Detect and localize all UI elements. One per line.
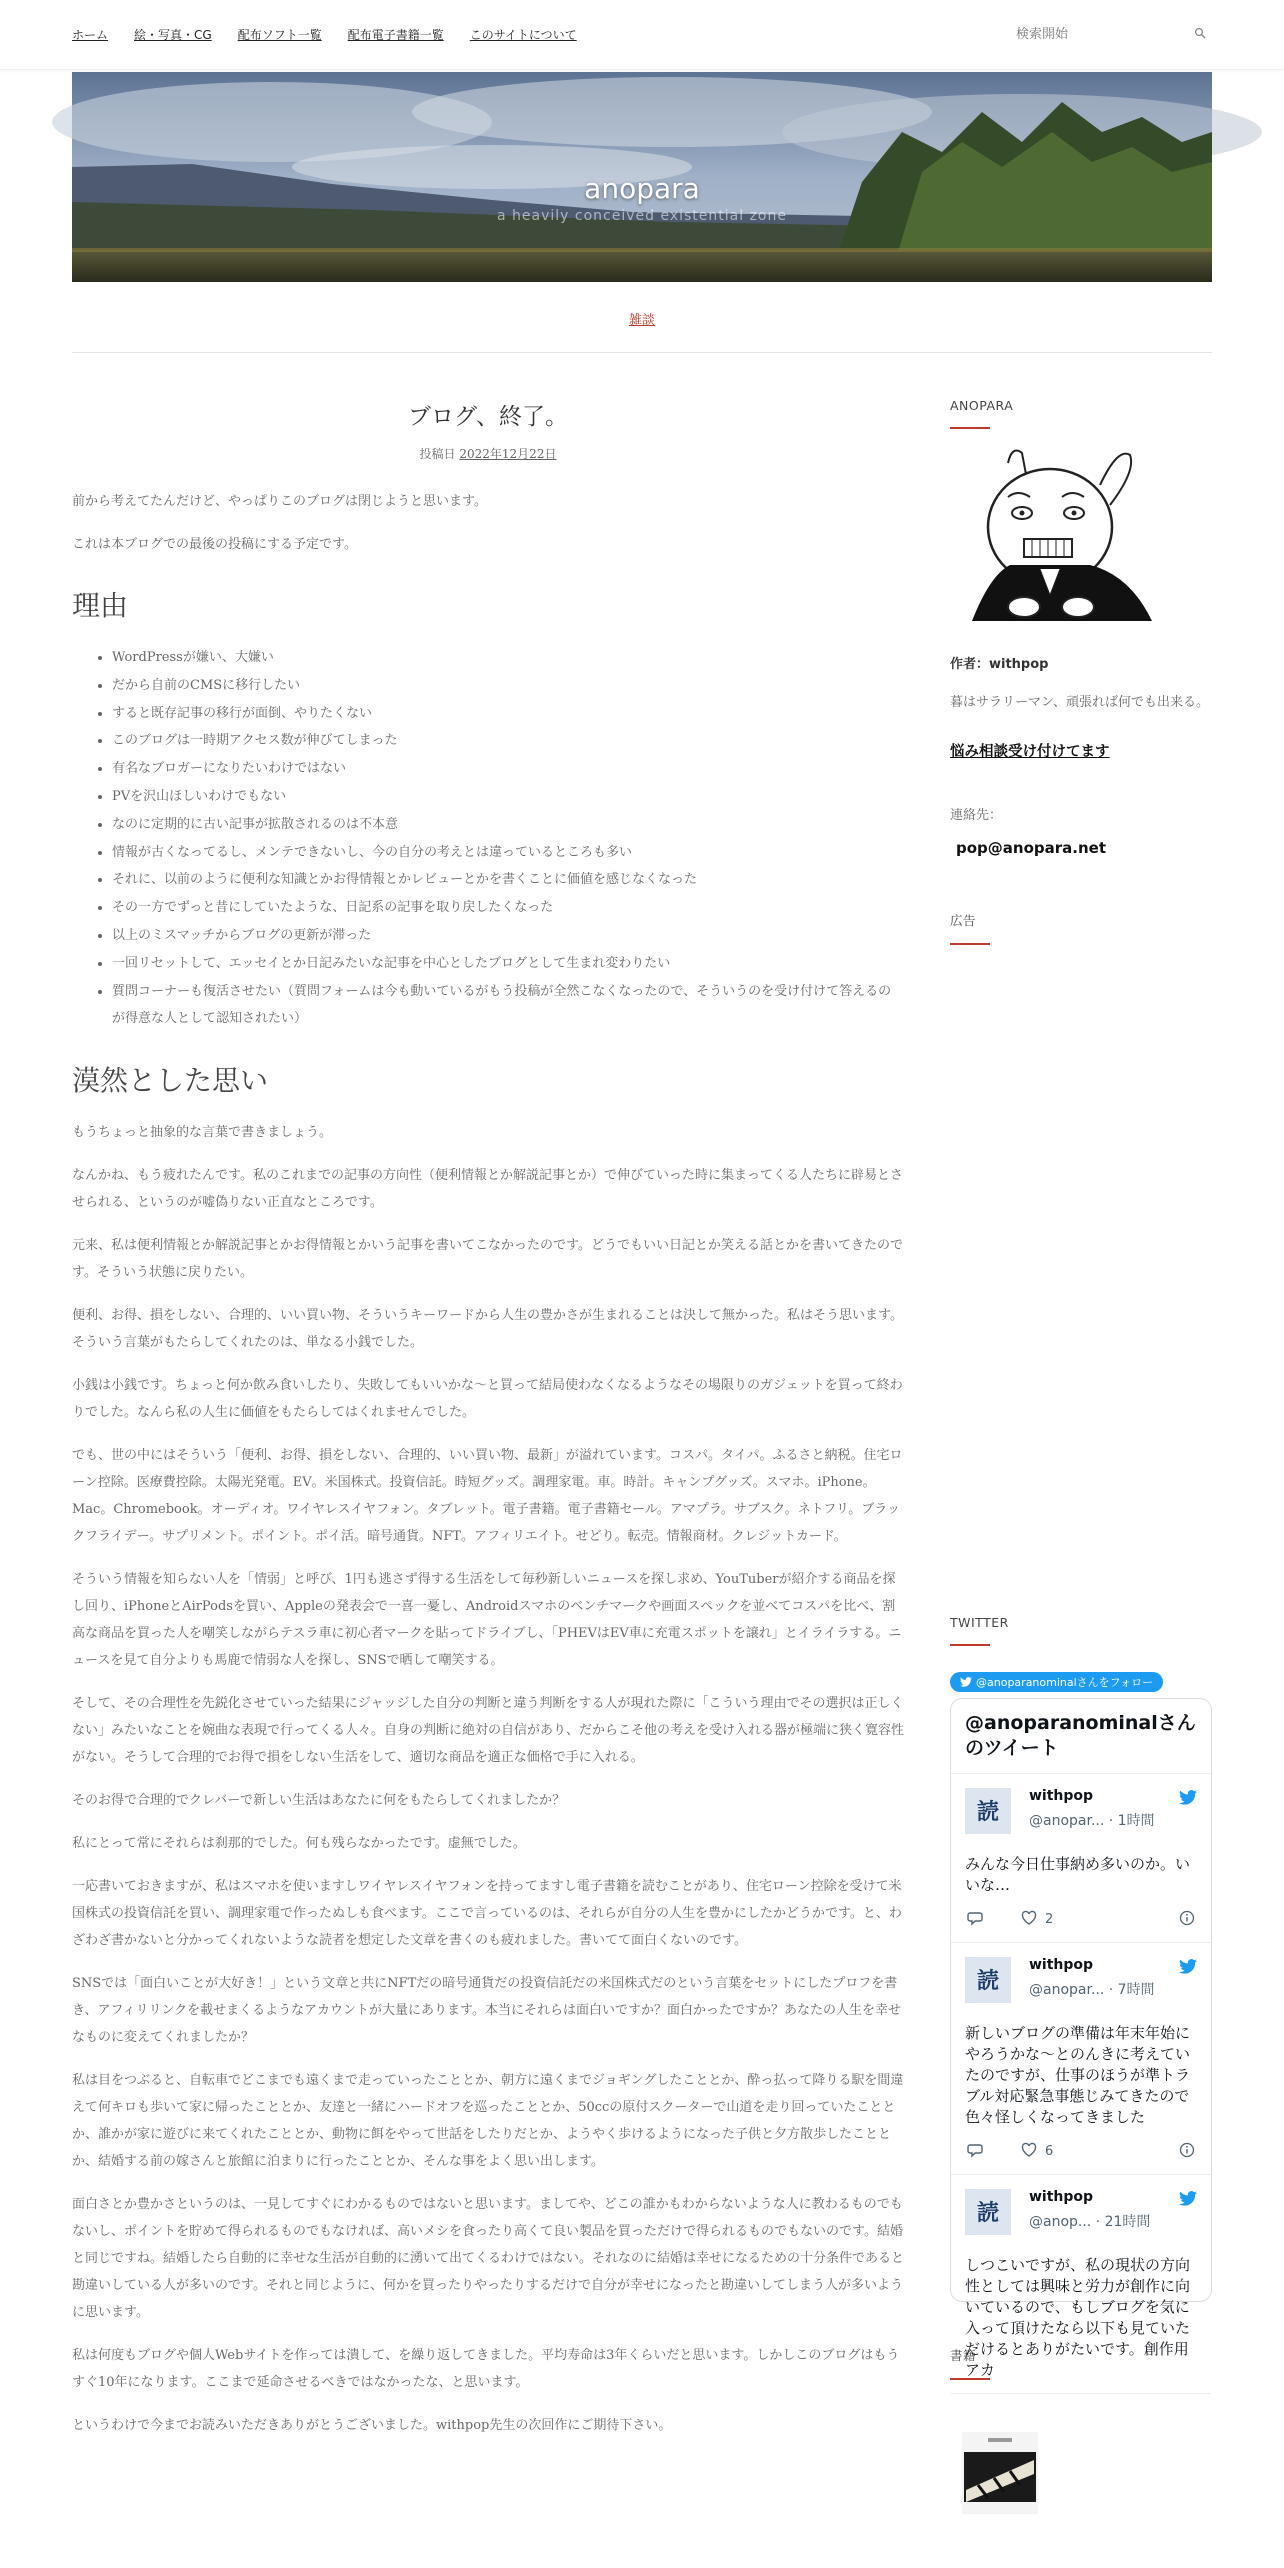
post-meta (72, 445, 904, 462)
paragraph: なんかね、もう疲れたんです。私のこれまでの記事の方向性（便利情報とか解説記事とか）で伸びていった時に集まってくる人たちに辟易とさせられる、というのが嘘偽りない正直なところです。 (72, 1168, 903, 1211)
post-article (72, 398, 904, 2455)
nav-home[interactable]: ホーム (72, 28, 109, 42)
paragraph: 前から考えてたんだけど、やっぱりこのブログは閉じようと思います。 (72, 494, 487, 509)
like-icon[interactable] (1021, 2142, 1037, 2158)
twitter-bird-icon (1179, 2191, 1197, 2206)
list-item: • PVを沢山ほしいわけでもない (112, 783, 904, 811)
widget-title-rule (950, 943, 990, 945)
svg-text:読: 読 (976, 2200, 1000, 2226)
header-banner (72, 72, 1212, 282)
author-bio: 暮はサラリーマン、頑張れば何でも出来る。 (950, 695, 1209, 710)
tweet-author[interactable]: withpop (1029, 2189, 1094, 2205)
sidebar (950, 398, 1212, 2520)
list-item: • 以上のミスマッチからブログの更新が滞った (112, 922, 904, 950)
contact-label: 連絡先： (950, 808, 1003, 823)
tweet-text: みんな今日仕事納め多いのか。いいな… (965, 1855, 1191, 1894)
list-item: • 一回リセットして、エッセイとか日記みたいな記事を中心としたブログとして生まれ変わりたい (112, 950, 904, 978)
avatar[interactable] (965, 1788, 1011, 1834)
tweet[interactable] (951, 2175, 1211, 2394)
nav-ebooks[interactable]: 配布電子書籍一覧 (347, 28, 444, 42)
like-count: 2 (1045, 1912, 1054, 1927)
nav-software[interactable]: 配布ソフト一覧 (237, 28, 322, 42)
list-item: • すると既存記事の移行が面倒、やりたくない (112, 700, 904, 728)
category-link[interactable]: 雑談 (628, 313, 655, 328)
paragraph: でも、世の中にはそういう「便利、お得、損をしない、合理的、いい買い物、最新」が溢れています。コスパ。タイパ。ふるさと納税。住宅ローン控除。医療費控除。太陽光発電。EV。米国株式。投資信託。時短グッズ。調理家電。車。時計。キャンプグッズ。スマホ。iPhone。Mac。Chromebook。オーディオ。ワイヤレスイヤフォン。タブレット。電子書籍。電子書籍セール。アマプラ。サブスク。ネトフリ。ブラックフライデー。サプリメント。ポイント。ポイ活。暗号通貨。NFT。アフィリエイト。せどり。転売。情報商材。クレジットカード。 (72, 1448, 903, 1545)
timeline-heading: @anoparanominalさんのツイート (951, 1699, 1211, 1774)
paragraph: 私は何度もブログや個人Webサイトを作っては潰して、を繰り返してきました。平均寿命は3年くらいだと思います。しかしこのブログはもうすぐ10年になります。ここまで延命させるべきではなかったな、と思います。 (72, 2348, 900, 2391)
widget-anopara (950, 398, 1212, 857)
site-tagline: a heavily conceived existential zone (497, 208, 787, 224)
consultation-link[interactable]: 悩み相談受け付けてます (950, 744, 1110, 760)
list-item: • 情報が古くなってるし、メンテできないし、今の自分の考えとは違っているところも多い (112, 839, 904, 867)
tweet-actions (965, 2142, 1197, 2162)
paragraph: 小銭は小銭です。ちょっと何か飲み食いしたり、失敗してもいいかな〜と買って結局使わなくなるようなその場限りのガジェットを買って終わりでした。なんら私の人生に価値をもたらしてはくれませんでした。 (72, 1378, 903, 1421)
follow-button-label: @anoparanominalさんをフォロー (976, 1676, 1154, 1689)
paragraph: そういう情報を知らない人を「情弱」と呼び、1円も逃さず得する生活をして毎秒新しいニュースを探し求め、YouTuberが紹介する商品を探し回り、iPhoneとAirPodsを買い、Appleの発表会で一喜一憂し、Androidスマホのベンチマークや画面スペックを並べてコスパを比べ、割高な商品を買った人を嘲笑しながらテスラ車に初心者マークを貼ってドライブし、「PHEVはEV車に充電スポットを譲れ」とイライラする。ニュースを見て自分よりも馬鹿で情弱な人を探し、SNSで晒して嘲笑する。 (72, 1572, 902, 1669)
header-divider (72, 352, 1212, 353)
search-input[interactable] (1016, 20, 1212, 48)
avatar[interactable] (965, 2189, 1011, 2235)
list-item: • WordPressが嫌い、大嫌い (112, 644, 904, 672)
tweet[interactable] (951, 1943, 1211, 2175)
post-date[interactable]: 2022年12月22日 (459, 447, 557, 461)
paragraph: というわけで今までお読みいただきありがとうございました。withpop先生の次回作にご期待下さい。 (72, 2418, 672, 2434)
nav-gallery[interactable]: 絵・写真・CG (134, 28, 212, 42)
info-icon[interactable] (1179, 2142, 1195, 2158)
paragraph: 面白さとか豊かさというのは、一見してすぐにわかるものではないと思います。ましてや、どこの誰かもわからないような人に教わるものでもないし、ポイントを貯めて得られるものでもなければ、高いメシを食ったり高くて良い製品を買っただけで得られるものでもないのです。結婚と同じですね。結婚したら自動的に幸せな生活が自動的に湧いて出てくるわけではない。それなのに結婚は幸せになるための十分条件であると勘違いしている人が多いのです。それと同じように、何かを買ったりやったりするだけで自分が幸せになったと勘違いしてしまう人が多いように思います。 (72, 2197, 905, 2321)
paragraph: 私は目をつぶると、自転車でどこまでも遠くまで走っていったこととか、朝方に遠くまでジョギングしたこととか、酔っ払って降りる駅を間違えて何キロも歩いて家に帰ったこととか、友達と一緒にハードオフを巡ったこととか、50ccの原付スクーターで山道を走り回っていたこととか、誰かが家に遊びに来てくれたこととか、動物に餌をやって世話をしたりだとか、ようやく歩けるようになった子供と夕方散歩したこととか、結婚する前の嫁さんと旅館に泊まりに行ったこととか、そんな事をよく思い出します。 (72, 2073, 904, 2170)
search-icon[interactable] (1194, 27, 1206, 39)
top-bar (0, 0, 1284, 70)
paragraph: もうちょっと抽象的な言葉で書きましょう。 (72, 1125, 333, 1141)
widget-title: 広告 (950, 913, 977, 928)
tweet-handle[interactable]: @anopar... · 7時間 (1029, 1982, 1155, 1998)
svg-text:読: 読 (976, 1799, 1000, 1825)
list-item: • それに、以前のように便利な知識とかお得情報とかレビューとかを書くことに価値を感じなくなった (112, 866, 904, 894)
twitter-bird-icon (1179, 1959, 1197, 1974)
section-heading-reasons: 理由 (72, 589, 129, 622)
section-heading-thoughts: 漠然とした思い (72, 1064, 269, 1098)
posted-on-label: 投稿日 (419, 447, 456, 461)
list-item: • 有名なブロガーになりたいわけではない (112, 755, 904, 783)
tweet-text: 新しいブログの準備は年末年始にやろうかな〜とのんきに考えていたのですが、仕事のほうが準トラブル対応緊急事態じみてきたので色々怪しくなってきました (965, 2024, 1191, 2126)
post-title: ブログ、終了。 (407, 404, 569, 430)
like-count: 6 (1045, 2144, 1054, 2159)
widget-title: TWITTER (950, 1615, 1009, 1630)
paragraph: そして、その合理性を先鋭化させていった結果にジャッジした自分の判断と違う判断をする人が現れた際に「こういう理由でその選択は正しくない」みたいなことを婉曲な表現で行ってくる人々。自身の判断に絶対の自信があり、だからこそ他の考えを受け入れる器が極端に狭く寛容性がない。そうして合理的でお得で損をしない生活をして、適切な商品を適正な価格で手に入れる。 (72, 1696, 905, 1766)
paragraph: そのお得で合理的でクレバーで新しい生活はあなたに何をもたらしてくれましたか？ (72, 1793, 566, 1809)
tweet-actions (965, 1910, 1197, 1930)
search-box (1016, 20, 1212, 48)
widget-title-rule (950, 427, 990, 429)
contact-email[interactable]: pop@anopara.net (956, 839, 1106, 857)
tweet-text: しつこいですが、私の現状の方向性としては興味と労力が創作に向いているので、もしブログを気に入って頂けたなら以下も見ていただけるとありがたいです。創作用アカ (965, 2256, 1191, 2379)
paragraph: 私にとって常にそれらは刹那的でした。何も残らなかったです。虚無でした。 (72, 1836, 526, 1852)
avatar[interactable] (965, 1957, 1011, 2003)
paragraph: 便利、お得、損をしない、合理的、いい買い物、そういうキーワードから人生の豊かさが生まれることは決して無かった。私はそう思います。そういう言葉がもたらしてくれたのは、単なる小銭でした。 (72, 1308, 903, 1351)
paragraph: 一応書いておきますが、私はスマホを使いますしワイヤレスイヤフォンを持ってますし電子書籍を読むことがあり、住宅ローン控除を受けて米国株式の投資信託を買い、調理家電で作ったぬしも食べます。ここで言っているのは、それらが自分の人生を豊かにしたかどうかです。と、わざわざ書かないと分かってくれないような読者を想定した文章を書くのも疲れました。書いてて面白くないのです。 (72, 1879, 902, 1949)
svg-text:読: 読 (976, 1968, 1000, 1994)
book-cover-image[interactable] (958, 2430, 1042, 2516)
paragraph: SNSでは「面白いことが大好き！」という文章と共にNFTだの暗号通貨だの投資信託だの米国株式だのという言葉をセットにしたプロフを書き、アフィリリンクを載せまくるようなアカウントが大量にあります。本当にそれらは面白いですか？面白かったですか？あなたの人生を幸せなものに変えてくれましたか？ (72, 1976, 902, 2046)
list-item: • だから自前のCMSに移行したい (112, 672, 904, 700)
main-nav (72, 26, 603, 43)
tweet-author[interactable]: withpop (1029, 1788, 1094, 1804)
reply-icon[interactable] (967, 1910, 983, 1926)
widget-title-rule (950, 1644, 990, 1646)
list-item: • 質問コーナーも復活させたい（質問フォームは今も動いているがもう投稿が全然こなくなったので、そういうのを受け付けて答えるのが得意な人として認知されたい） (112, 978, 904, 1034)
tweet[interactable] (951, 1774, 1211, 1943)
author-label: 作者：withpop (950, 657, 1049, 672)
widget-title: 書籍 (950, 2348, 977, 2363)
list-item: • このブログは一時期アクセス数が伸びてしまった (112, 727, 904, 755)
author-illustration (950, 445, 1160, 631)
tweet-author[interactable]: withpop (1029, 1957, 1094, 1973)
tweet-handle[interactable]: @anopar... · 1時間 (1029, 1813, 1155, 1829)
tweet-handle[interactable]: @anop... · 21時間 (1029, 2214, 1151, 2230)
widget-title: ANOPARA (950, 398, 1014, 413)
list-item: • その一方でずっと昔にしていたような、日記系の記事を取り戻したくなった (112, 894, 904, 922)
reply-icon[interactable] (967, 2142, 983, 2158)
info-icon[interactable] (1179, 1910, 1195, 1926)
paragraph: 元来、私は便利情報とか解説記事とかお得情報とかいう記事を書いてこなかったのです。どうでもいい日記とか笑える話とかを書いてきたのです。そういう状態に戻りたい。 (72, 1238, 903, 1281)
like-icon[interactable] (1021, 1910, 1037, 1926)
paragraph: これは本ブログでの最後の投稿にする予定です。 (72, 537, 357, 552)
twitter-bird-icon (1179, 1790, 1197, 1805)
widget-ad (950, 911, 1212, 945)
list-item: • なのに定期的に古い記事が拡散されるのは不本意 (112, 811, 904, 839)
site-title[interactable]: anopara (584, 172, 700, 205)
reasons-list (112, 644, 904, 1033)
twitter-bird-icon (960, 1677, 972, 1687)
twitter-follow-button[interactable] (950, 1672, 1163, 1692)
nav-about[interactable]: このサイトについて (469, 28, 577, 42)
